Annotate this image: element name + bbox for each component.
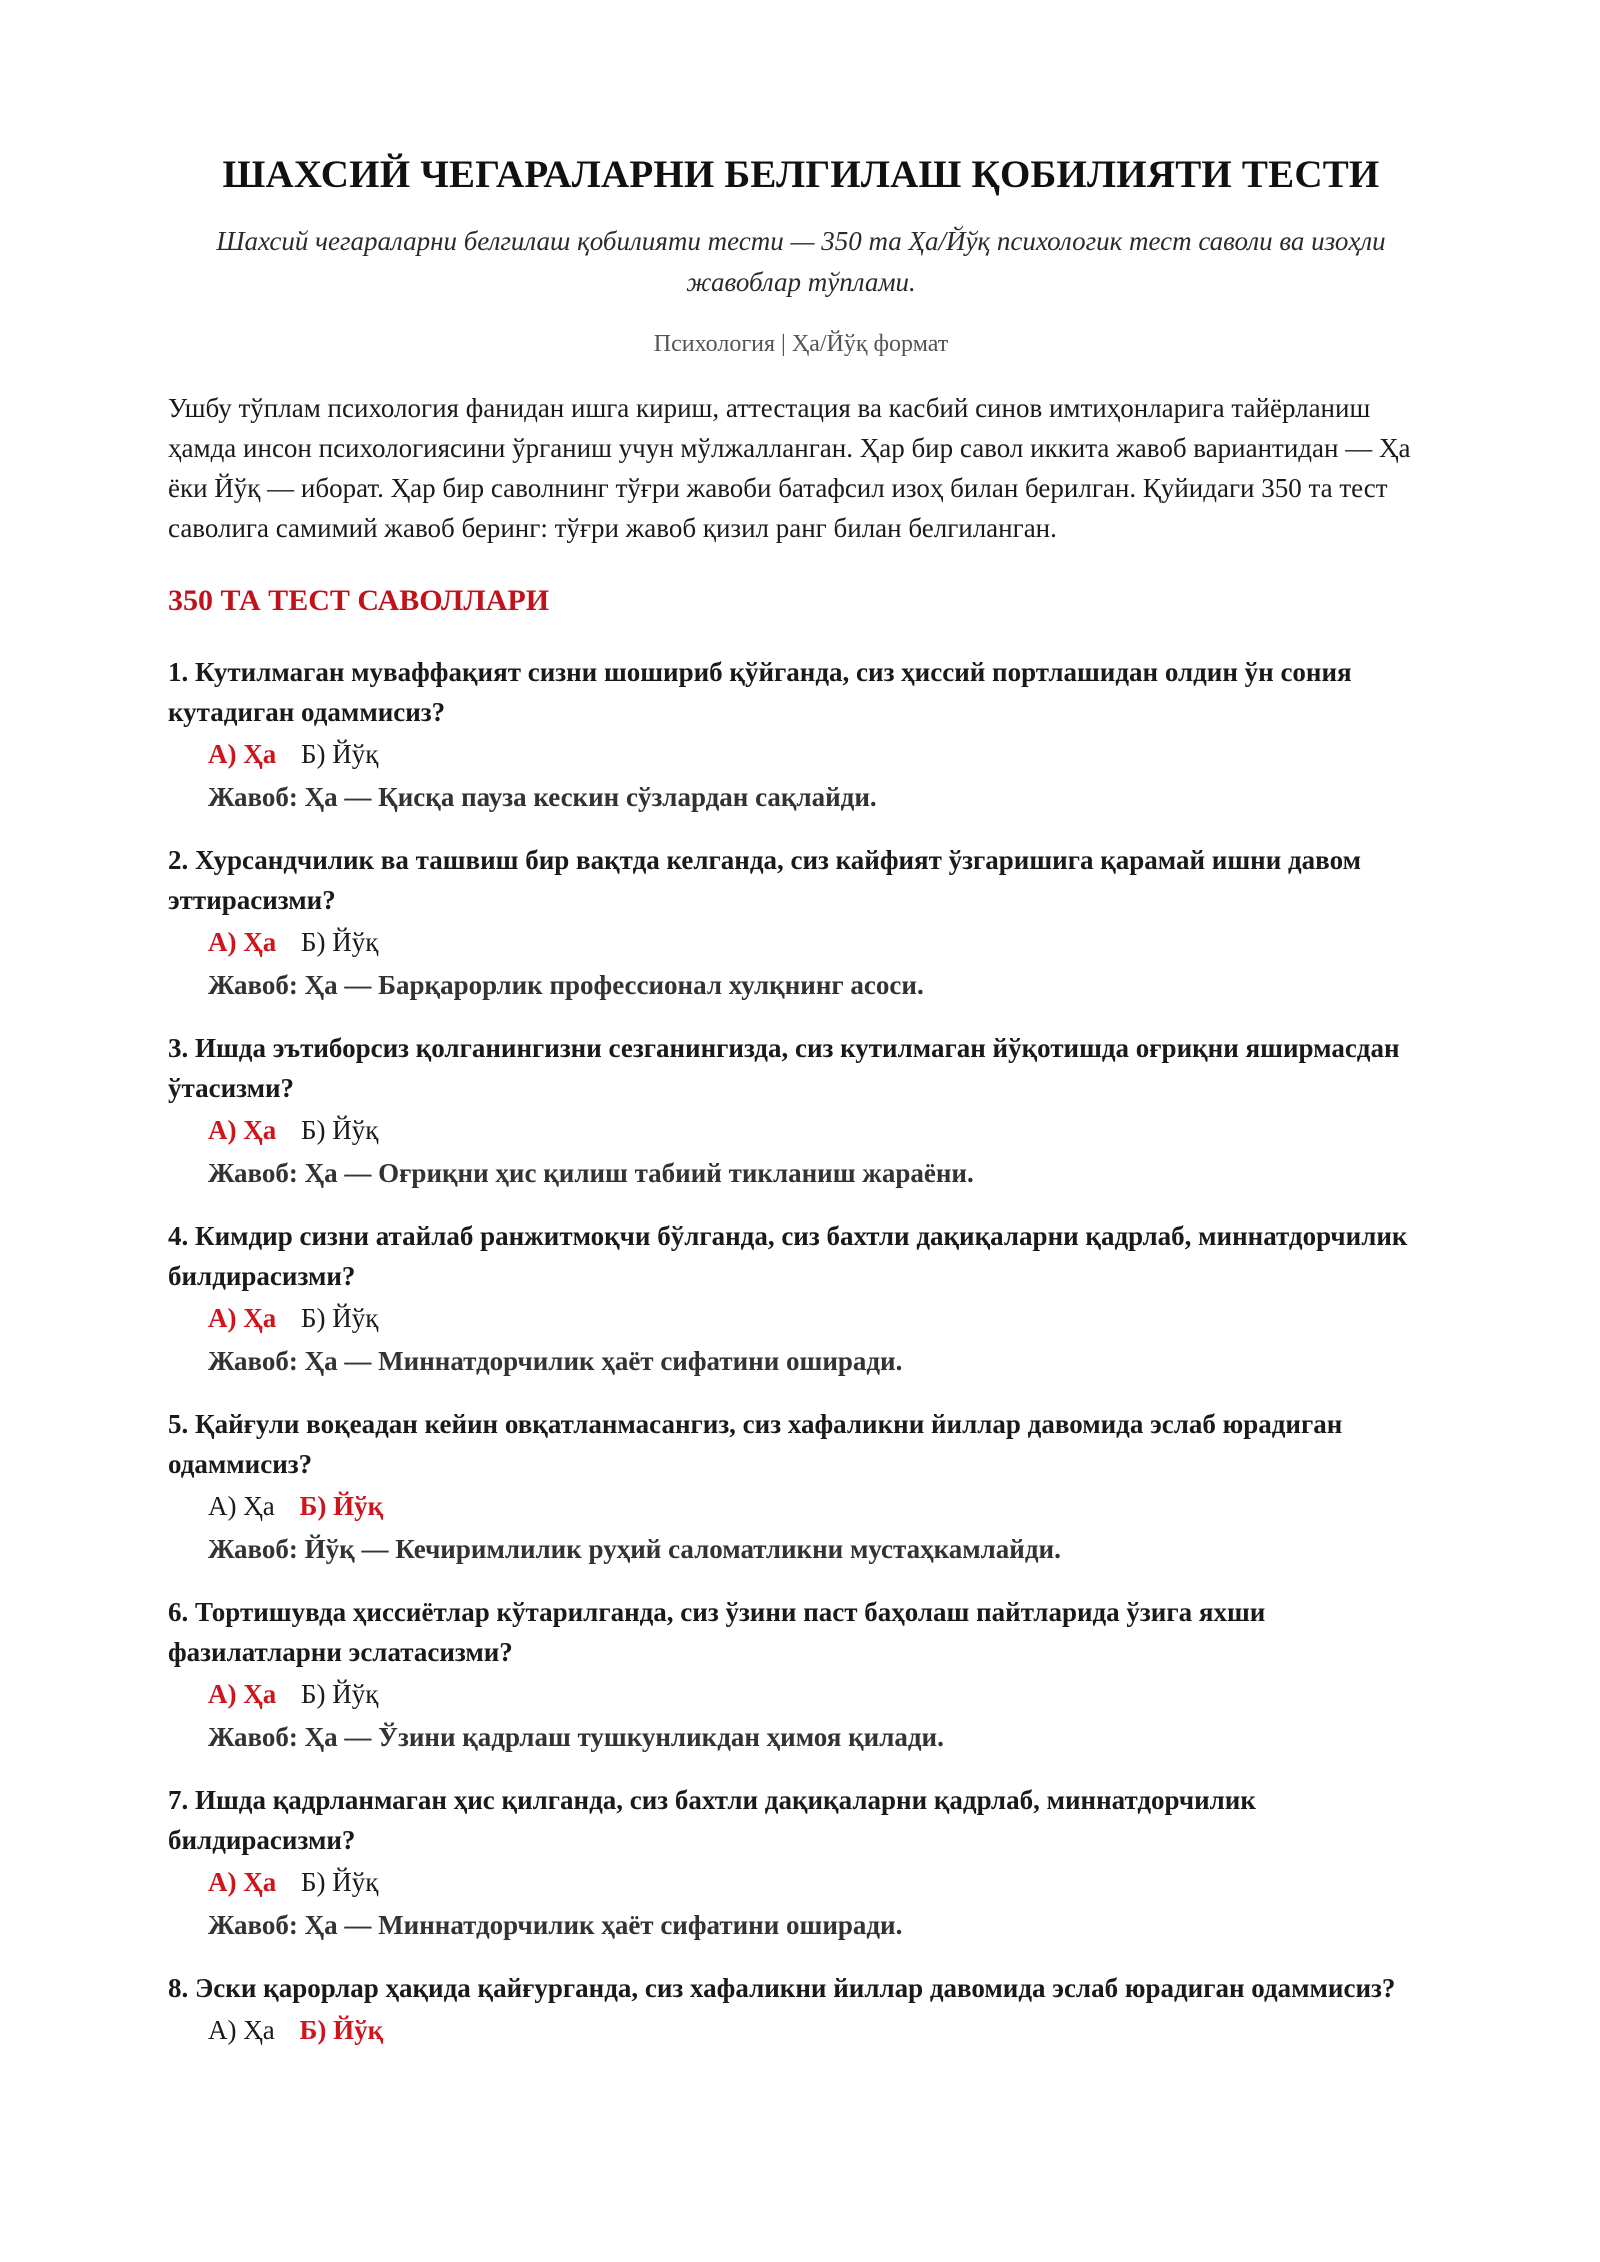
option-a: А) Ҳа	[208, 1490, 275, 1521]
question-item	[168, 1404, 1434, 1570]
option-a: А) Ҳа	[208, 1678, 277, 1709]
section-heading: 350 ТА ТЕСТ САВОЛЛАРИ	[168, 583, 550, 617]
option-b: Б) Йўқ	[299, 2014, 384, 2045]
question-options	[208, 1296, 1434, 1340]
option-b: Б) Йўқ	[301, 1678, 379, 1709]
option-b: Б) Йўқ	[301, 1866, 379, 1897]
answer-explanation: Жавоб: Ҳа — Оғриқни ҳис қилиш табиий тикланиш жараёни.	[208, 1157, 974, 1188]
option-a: А) Ҳа	[208, 1866, 277, 1897]
option-b: Б) Йўқ	[299, 1490, 384, 1521]
question-options	[208, 920, 1434, 964]
option-b: Б) Йўқ	[301, 1302, 379, 1333]
document-meta: Психология | Ҳа/Йўқ формат	[653, 330, 949, 357]
question-list	[168, 652, 1434, 2052]
question-item	[168, 840, 1434, 1006]
answer-explanation: Жавоб: Ҳа — Миннатдорчилик ҳаёт сифатини оширади.	[208, 1345, 903, 1376]
answer-explanation: Жавоб: Ҳа — Барқарорлик профессионал хулқнинг асоси.	[208, 969, 924, 1000]
question-text: 7. Ишда қадрланмаган ҳис қилганда, сиз бахтли дақиқаларни қадрлаб, миннатдорчилик билдирасизми?	[168, 1784, 1256, 1855]
option-a: А) Ҳа	[208, 926, 277, 957]
question-item	[168, 1968, 1434, 2052]
question-item	[168, 1780, 1434, 1946]
question-options	[208, 732, 1434, 776]
question-item	[168, 1028, 1434, 1194]
question-item	[168, 1592, 1434, 1758]
question-text: 2. Хурсандчилик ва ташвиш бир вақтда келганда, сиз кайфият ўзгаришига қарамай ишни давом эттирасизми?	[168, 844, 1361, 915]
question-options	[208, 1108, 1434, 1152]
option-a: А) Ҳа	[208, 2014, 275, 2045]
document-subtitle: Шахсий чегараларни белгилаш қобилияти тести — 350 та Ҳа/Йўқ психологик тест саволи ва изоҳли жавоблар тўплами.	[216, 225, 1386, 297]
option-b: Б) Йўқ	[301, 926, 379, 957]
document-title: ШАХСИЙ ЧЕГАРАЛАРНИ БЕЛГИЛАШ ҚОБИЛИЯТИ ТЕСТИ	[222, 153, 1380, 196]
question-text: 1. Кутилмаган муваффақият сизни шошириб қўйганда, сиз ҳиссий портлашидан олдин ўн сония кутадиган одаммисиз?	[168, 656, 1352, 727]
answer-explanation: Жавоб: Йўқ — Кечиримлилик руҳий саломатликни мустаҳкамлайди.	[208, 1533, 1061, 1564]
question-text: 6. Тортишувда ҳиссиётлар кўтарилганда, сиз ўзини паст баҳолаш пайтларида ўзига яхши фазилатларни эслатасизми?	[168, 1596, 1266, 1667]
answer-explanation: Жавоб: Ҳа — Миннатдорчилик ҳаёт сифатини оширади.	[208, 1909, 903, 1940]
question-text: 8. Эски қарорлар ҳақида қайғурганда, сиз хафаликни йиллар давомида эслаб юрадиган одаммисиз?	[168, 1972, 1396, 2003]
question-options	[208, 1672, 1434, 1716]
document-intro: Ушбу тўплам психология фанидан ишга кириш, аттестация ва касбий синов имтиҳонларига тайёрланиш ҳамда инсон психологиясини ўрганиш учун мўлжалланган. Ҳар бир савол иккита жавоб вариантидан — Ҳа ёки Йўқ — иборат. Ҳар бир саволнинг тўғри жавоби батафсил изоҳ билан берилган. Қуйидаги 350 та тест саволига самимий жавоб беринг: тўғри жавоб қизил ранг билан белгиланган.	[168, 392, 1411, 543]
option-a: А) Ҳа	[208, 738, 277, 769]
option-a: А) Ҳа	[208, 1114, 277, 1145]
option-b: Б) Йўқ	[301, 738, 379, 769]
question-options	[208, 1484, 1434, 1528]
answer-explanation: Жавоб: Ҳа — Қисқа пауза кескин сўзлардан сақлайди.	[208, 781, 877, 812]
answer-explanation: Жавоб: Ҳа — Ўзини қадрлаш тушкунликдан ҳимоя қилади.	[208, 1721, 944, 1752]
question-item	[168, 652, 1434, 818]
question-text: 5. Қайғули воқеадан кейин овқатланмасангиз, сиз хафаликни йиллар давомида эслаб юрадиган одаммисиз?	[168, 1408, 1343, 1479]
document-page	[168, 0, 1434, 2074]
option-a: А) Ҳа	[208, 1302, 277, 1333]
question-options	[208, 1860, 1434, 1904]
option-b: Б) Йўқ	[301, 1114, 379, 1145]
question-options	[208, 2008, 1434, 2052]
question-item	[168, 1216, 1434, 1382]
question-text: 4. Кимдир сизни атайлаб ранжитмоқчи бўлганда, сиз бахтли дақиқаларни қадрлаб, миннатдорчилик билдирасизми?	[168, 1220, 1408, 1291]
question-text: 3. Ишда эътиборсиз қолганингизни сезганингизда, сиз кутилмаган йўқотишда оғриқни яширмасдан ўтасизми?	[168, 1032, 1400, 1103]
